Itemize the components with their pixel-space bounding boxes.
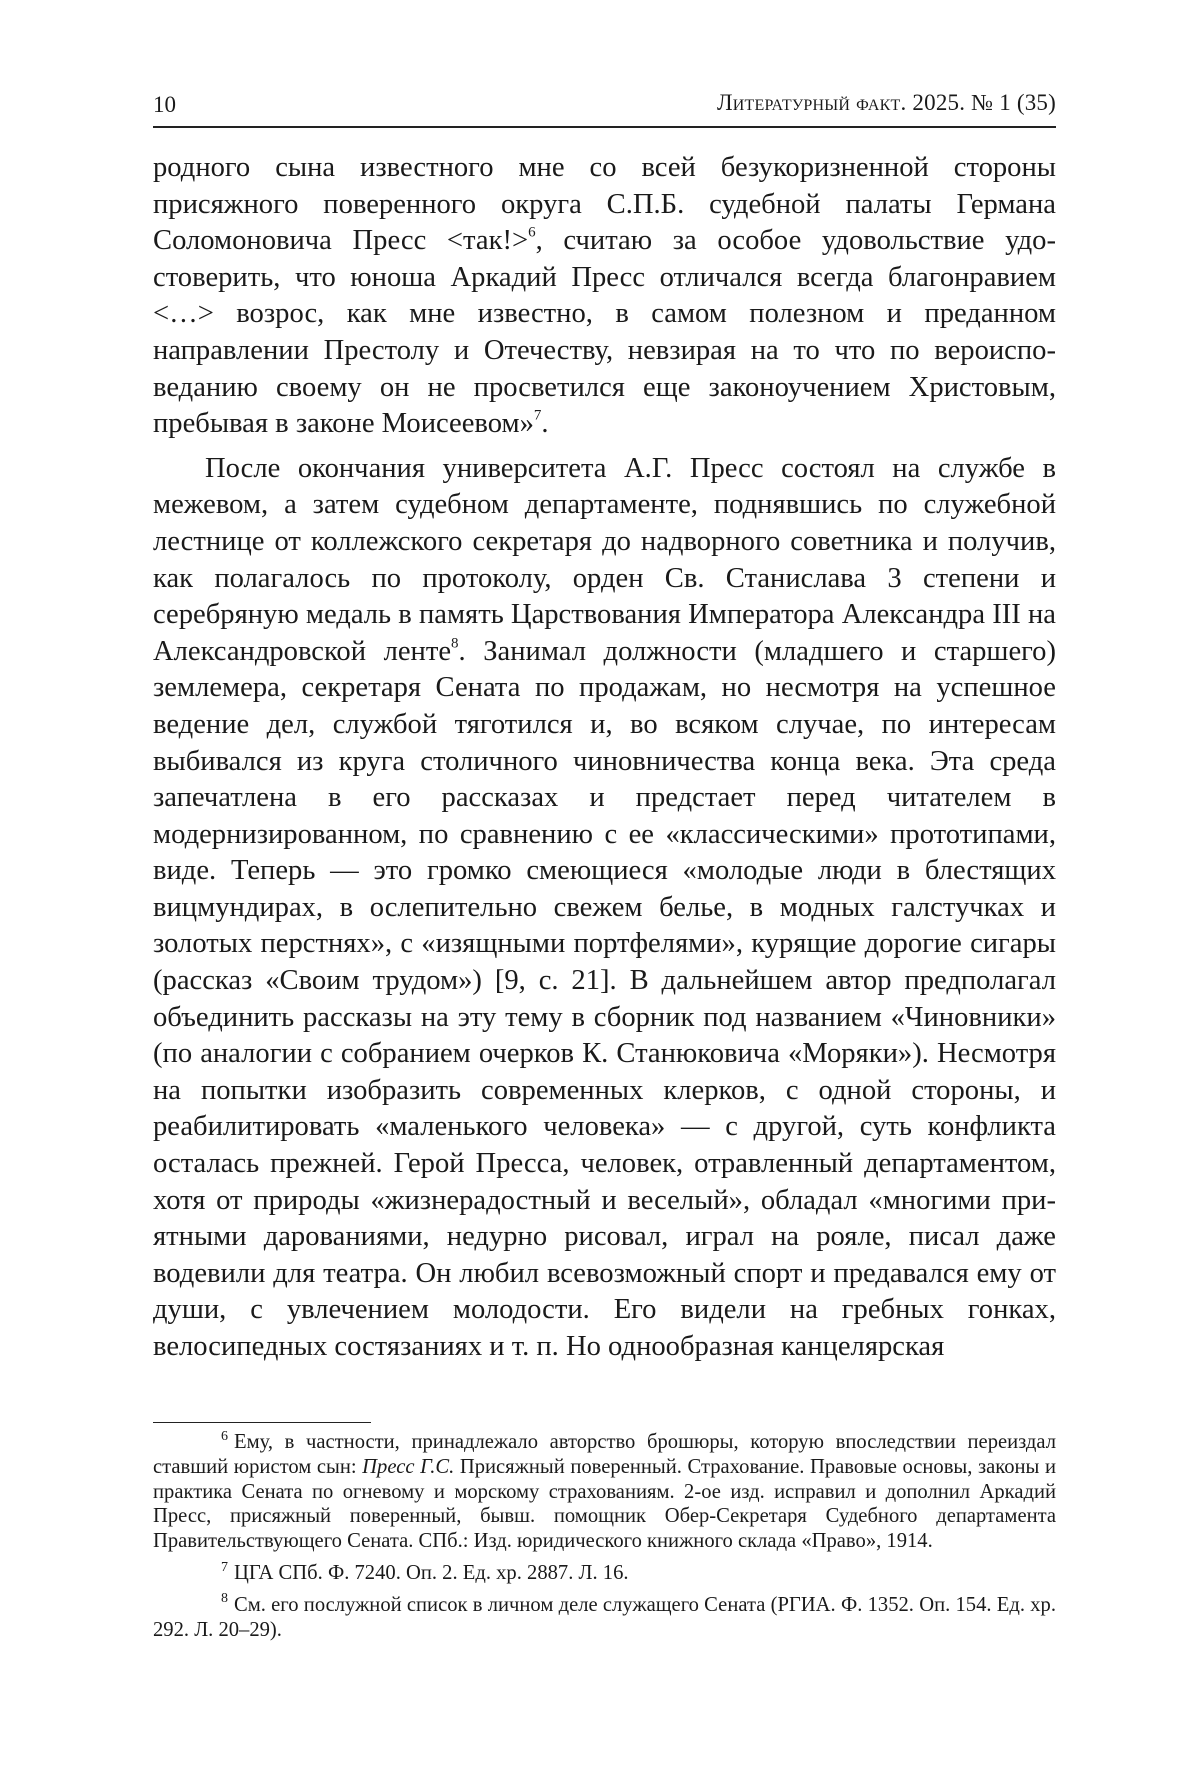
footnote-number: 8 [221, 1591, 228, 1607]
footnote-6 [153, 1430, 1056, 1554]
running-title: Литературный факт. 2025. № 1 (35) [716, 90, 1056, 115]
footnote-ref-7[interactable]: 7 [533, 407, 542, 424]
text-run: , считаю за особое удовольствие удостоверить, что юноша Аркадий Пресс отличался всегда благонравием <…> возрос, как мне известно, в самом полезном и преданном направлении Престолу и Отечеству, невзирая на то что по вероисповеданию своему он не просветился еще законоучением Христовым, пребывая в законе Моисеевом» [153, 225, 1056, 440]
text-run: После окончания университета А.Г. Пресс состоял на службе в межевом, а затем судебном департаменте, поднявшись по служебной лестнице от коллежского секретаря до надворного советника и получив, как полагалось по протоколу, орден Св. Станислава 3 степени и серебряную медаль в память Царствования Императора Александра III на Александровской ленте [153, 452, 1056, 667]
footnote-8 [153, 1593, 1056, 1643]
footnote-text: ЦГА СПб. Ф. 7240. Оп. 2. Ед. хр. 2887. Л. 16. [234, 1561, 629, 1584]
footnotes [153, 1430, 1056, 1649]
footnote-text: См. его послужной список в личном деле служащего Сената (РГИА. Ф. 1352. Оп. 154. Ед. хр. 292. Л. 20–29). [153, 1593, 1056, 1641]
text-run: . [541, 408, 549, 440]
footnote-divider [153, 1422, 371, 1423]
footnote-text: Ему, в частности, принадлежало авторство брошюры, которую впоследствии переиздал ставший юристом сын: [153, 1431, 1056, 1478]
text-run: родного сына известного мне со всей безукоризненной стороны присяжного поверенного округа С.П.Б. судебной палаты Германа Соломоновича Пресс <так!> [153, 152, 1056, 257]
page-number: 10 [153, 92, 176, 117]
footnote-ref-8[interactable]: 8 [451, 634, 459, 651]
body-text [153, 150, 1056, 1366]
paragraph-continued [153, 150, 1056, 443]
footnote-italic-author: Пресс Г.С. [362, 1455, 455, 1478]
footnote-number: 6 [221, 1428, 228, 1444]
footnote-7 [153, 1561, 1056, 1586]
footnote-ref-6[interactable]: 6 [528, 224, 536, 241]
page-header [153, 86, 1056, 128]
paragraph [153, 451, 1056, 1366]
footnote-number: 7 [221, 1559, 228, 1575]
footnote-text: Присяжный поверенный. Страхование. Правовые основы, законы и практика Сената по огневому и морскому страхованиям. 2-ое изд. исправил и дополнил Аркадий Пресс, присяжный поверенный, бывш. помощник Обер-Секретаря Судебного департамента Правительствующего Сената. СПб.: Изд. юридического книжного склада «Право», 1914. [153, 1455, 1057, 1553]
text-run: . Занимал должности (младшего и старшего) землемера, секретаря Сената по продажам, но несмотря на успешное ведение дел, службой тяготился и, во всяком случае, по интересам выбивался из круга столичного чиновничества конца века. Эта среда запечатлена в его рассказах и предстает перед читателем в модернизированном, по сравнению с ее «классическими» прототипами, виде. Теперь — это громко смеющиеся «молодые люди в блестящих вицмундирах, в ослепительно свежем белье, в модных галстучках и золотых перстнях», с «изящными портфелями», курящие дорогие сигары (рассказ «Своим трудом») [9, с. 21]. В дальнейшем автор предполагал объединить рассказы на эту тему в сборник под названием «Чиновники» (по аналогии с собранием очерков К. Станюковича «Моряки»). Несмотря на попытки изобразить современных клерков, с одной стороны, и реабилитировать «маленького человека» — с другой, суть конфликта осталась прежней. Герой Пресса, человек, отравленный департаментом, хотя от природы «жизнерадостный и веселый», обладал «многими приятными дарованиями, недурно рисовал, играл на рояле, писал даже водевили для театра. Он любил всевозможный спорт и предавался ему от души, с увлечением молодости. Его видели на гребных гонках, велосипедных состязаниях и т. п. Но однообразная канцелярская [153, 635, 1056, 1362]
